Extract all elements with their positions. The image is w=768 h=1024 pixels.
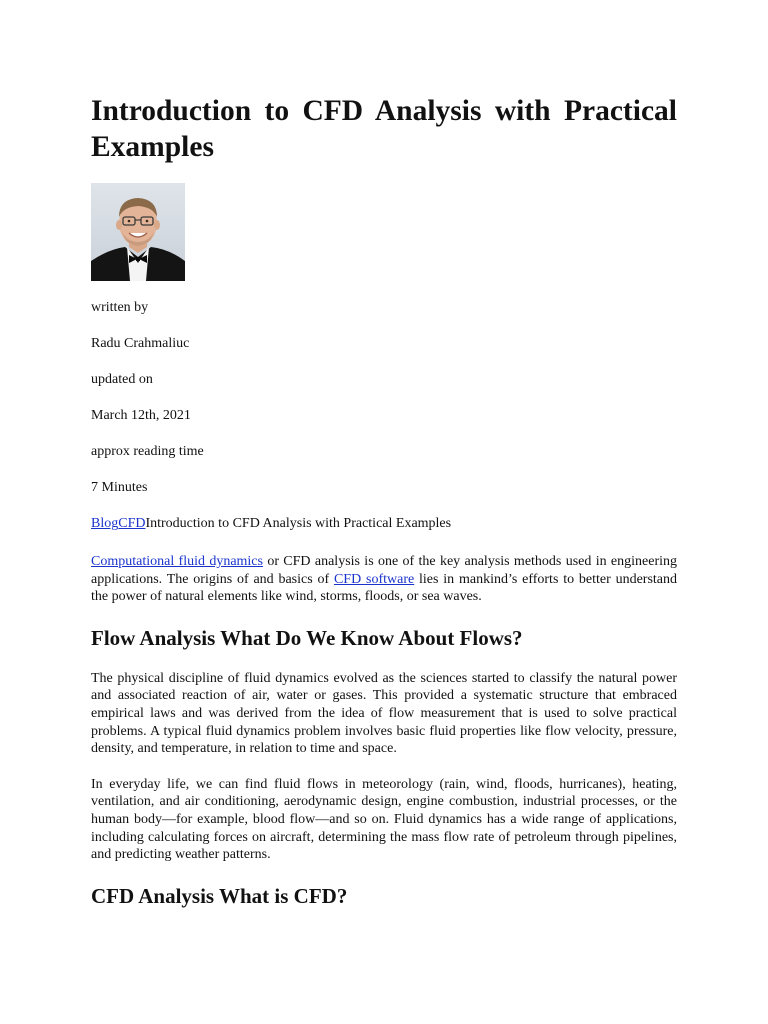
section-heading-flow-analysis: Flow Analysis What Do We Know About Flows? (91, 625, 523, 650)
computational-fluid-dynamics-link[interactable]: Computational fluid dynamics (91, 554, 263, 569)
article-title: Introduction to CFD Analysis with Practical Examples (91, 95, 677, 163)
updated-on-label: updated on (91, 372, 153, 387)
everyday-flows-paragraph: In everyday life, we can find fluid flows in meteorology (rain, wind, floods, hurricanes), heating, ventilation, and air conditioning, aerodynamic design, engine combustion, industrial processes, or the human body—for example, blood flow—and so on. Fluid dynamics has a wide range of applications, including calculating forces on aircraft, determining the mass flow rate of petroleum through pipelines, and predicting weather patterns. (91, 776, 677, 863)
fluid-dynamics-paragraph: The physical discipline of fluid dynamics evolved as the sciences started to classify the natural power and associated reaction of air, water or gases. This provided a systematic structure that embraced empirical laws and was derived from the idea of flow measurement that is used to solve practical problems. A typical fluid dynamics problem involves basic fluid properties like flow velocity, pressure, density, and temperature, in relation to time and space. (91, 670, 677, 757)
author-name: Radu Crahmaliuc (91, 336, 190, 351)
updated-date: March 12th, 2021 (91, 408, 191, 423)
breadcrumb (91, 515, 677, 533)
cfd-software-link[interactable]: CFD software (333, 571, 415, 587)
intro-paragraph (91, 553, 677, 606)
breadcrumb-blog-link[interactable]: Blog (91, 516, 119, 531)
breadcrumb-cfd-link[interactable]: CFD (118, 516, 146, 531)
breadcrumb-current: Introduction to CFD Analysis with Practical Examples (145, 516, 452, 531)
intro-text-1: or CFD analysis is one of the key analysis methods used in engineering applications. The origins of and basics of (91, 554, 678, 587)
reading-time-value: 7 Minutes (91, 480, 148, 495)
intro-text-2: lies in mankind’s efforts to better understand the power of natural elements like wind, storms, floods, or sea waves. (91, 571, 678, 605)
author-photo (91, 183, 185, 281)
article-meta (91, 299, 677, 497)
section-heading-what-is-cfd: CFD Analysis What is CFD? (91, 883, 348, 908)
written-by-label: written by (91, 300, 149, 315)
reading-time-label: approx reading time (91, 444, 204, 459)
